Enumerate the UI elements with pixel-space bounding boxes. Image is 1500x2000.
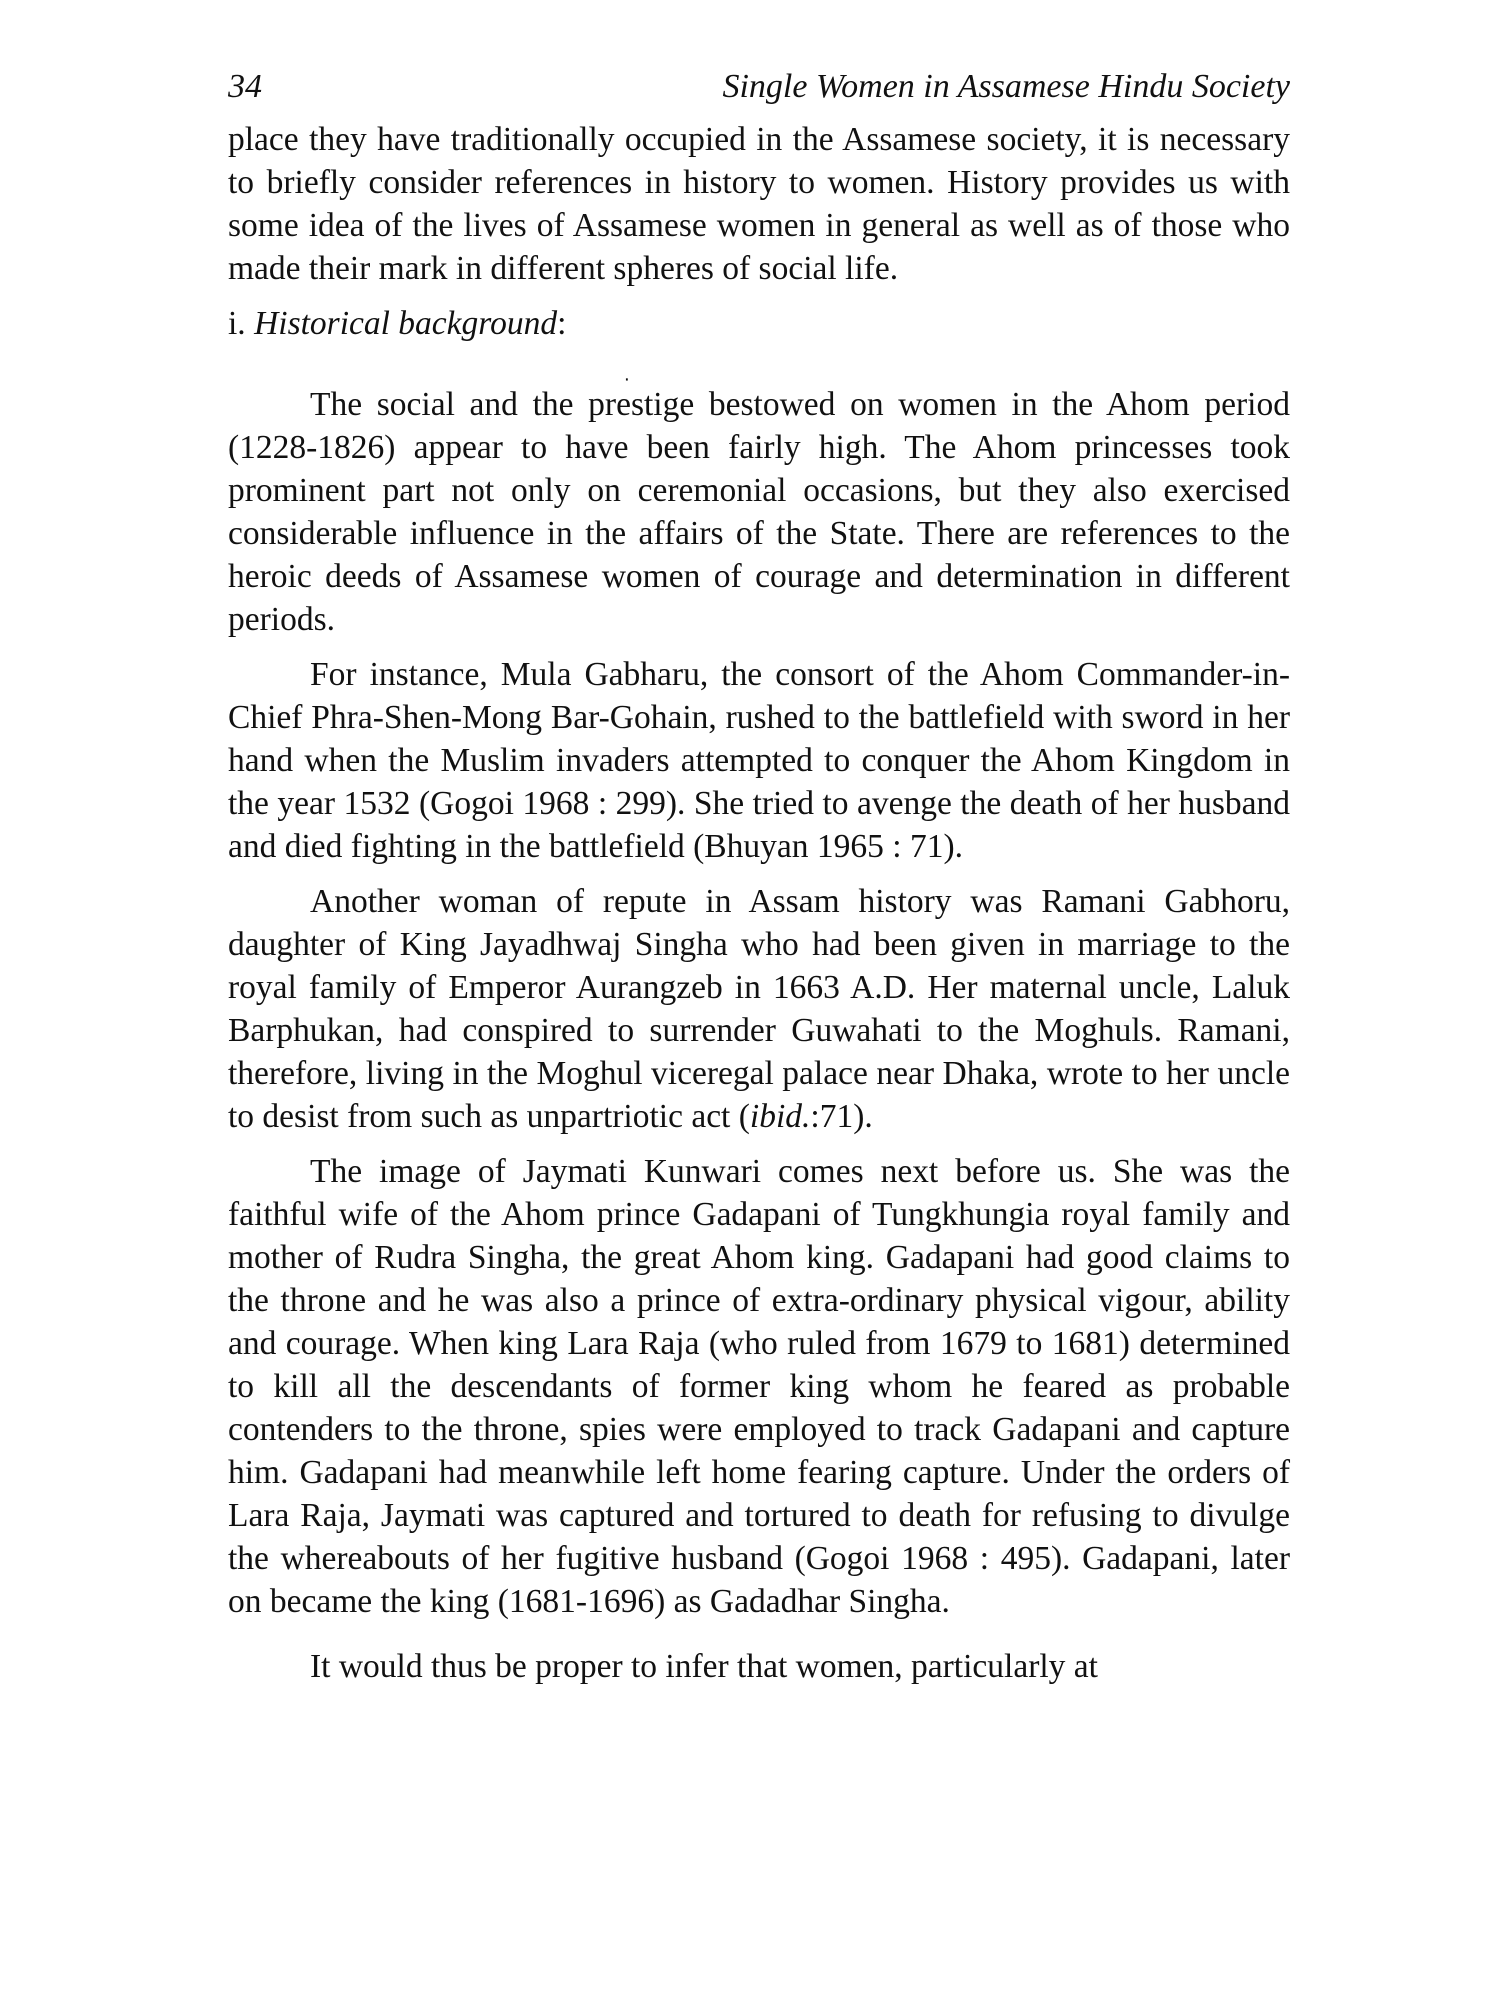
page-number: 34 bbox=[228, 68, 262, 105]
paragraph-ramani-gabhoru bbox=[228, 880, 1290, 1138]
running-title: Single Women in Assamese Hindu Society bbox=[722, 68, 1290, 105]
paragraph-inference: It would thus be proper to infer that women, particularly at bbox=[310, 1648, 1098, 1685]
paragraph-ahom-period: The social and the prestige bestowed on women in the Ahom period (1228-1826) appear to have been fairly high. The Ahom princesses took prominent part not only on ceremonial occasions, but they also exercised considerable influence in the affairs of the State. There are references to the heroic deeds of Assamese women of courage and determination in different periods. bbox=[228, 386, 1290, 638]
section-title: Historical background bbox=[254, 305, 558, 342]
paragraph-mula-gabharu: For instance, Mula Gabharu, the consort of the Ahom Commander-in-Chief Phra-Shen-Mong Bar-Gohain, rushed to the battlefield with sword in her hand when the Muslim invaders attempted to conquer the Ahom Kingdom in the year 1532 (Gogoi 1968 : 299). She tried to avenge the death of her husband and died fighting in the battlefield (Bhuyan 1965 : 71). bbox=[228, 656, 1290, 865]
paragraph-ramani-text: Another woman of repute in Assam history was Ramani Gabhoru, daughter of King Jayadhwaj Singha who had been given in marriage to the royal family of Emperor Aurangzeb in 1663 A.D. Her maternal uncle, Laluk Barphukan, had conspired to surrender Guwahati to the Moghuls. Ramani, therefore, living in the Moghul viceregal palace near Dhaka, wrote to her uncle to desist from such as unpartriotic act ( bbox=[228, 883, 1290, 1135]
running-header bbox=[228, 58, 1290, 118]
paragraph-continuation: place they have traditionally occupied in the Assamese society, it is necessary to briefly consider references in history to women. History provides us with some idea of the lives of Assamese women in general as well as of those who made their mark in different spheres of social life. bbox=[228, 121, 1290, 287]
section-colon: : bbox=[557, 305, 567, 342]
section-number: i. bbox=[228, 305, 246, 342]
paragraph-ramani-end: :71). bbox=[810, 1098, 873, 1135]
paragraph-jaymati-kunwari: The image of Jaymati Kunwari comes next before us. She was the faithful wife of the Ahom prince Gadapani of Tungkhungia royal family and mother of Rudra Singha, the great Ahom king. Gadapani had good claims to the throne and he was also a prince of extra-ordinary physical vigour, ability and courage. When king Lara Raja (who ruled from 1679 to 1681) determined to kill all the descendants of former king whom he feared as probable contenders to the throne, spies were employed to track Gadapani and capture him. Gadapani had meanwhile left home fearing capture. Under the orders of Lara Raja, Jaymati was captured and tortured to death for refusing to divulge the whereabouts of her fugitive husband (Gogoi 1968 : 495). Gadapani, later on became the king (1681-1696) as Gadadhar Singha. bbox=[228, 1153, 1290, 1620]
stray-mark: ‧ bbox=[624, 370, 630, 390]
document-page bbox=[228, 58, 1290, 1700]
body-text bbox=[228, 118, 1290, 1688]
section-heading bbox=[228, 302, 1290, 345]
ibid-citation: ibid. bbox=[749, 1098, 811, 1135]
